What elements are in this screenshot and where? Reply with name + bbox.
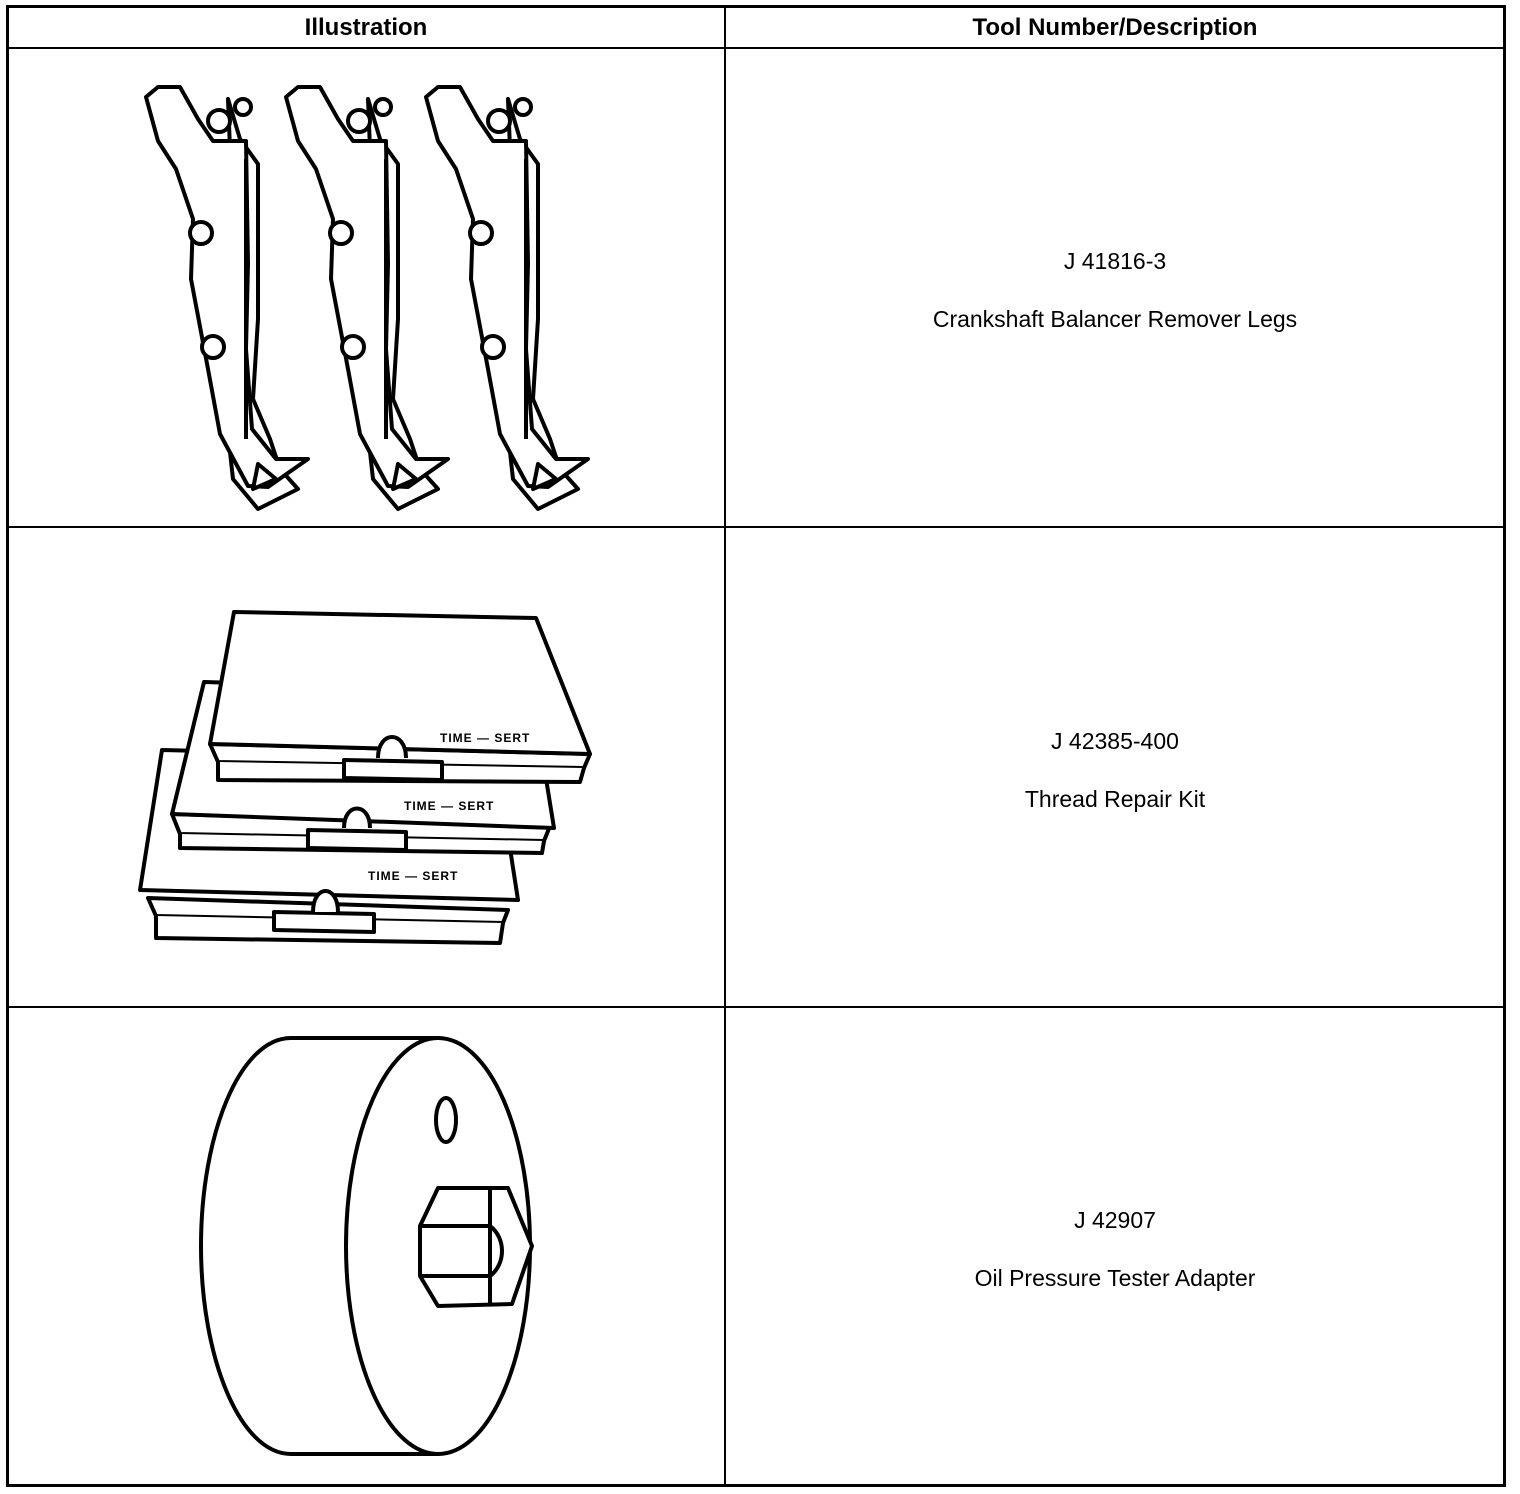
thread-repair-kit-illustration xyxy=(8,528,724,1006)
case-label: TIME — SERT xyxy=(440,731,531,745)
tool-number: J 41816-3 xyxy=(1063,248,1167,274)
tool-number: J 42385-400 xyxy=(1051,728,1179,754)
tool-number: J 42907 xyxy=(1074,1207,1156,1233)
tool-description: Thread Repair Kit xyxy=(1024,786,1206,812)
header-illustration: Illustration xyxy=(304,14,428,41)
oil-pressure-adapter-icon xyxy=(8,1008,724,1485)
tool-row-1 xyxy=(726,248,1504,333)
thread-repair-kit-icon xyxy=(8,528,724,1006)
tool-row-2 xyxy=(726,728,1504,813)
tool-row-3 xyxy=(726,1207,1504,1292)
tool-description: Oil Pressure Tester Adapter xyxy=(974,1265,1256,1291)
tool-description: Crankshaft Balancer Remover Legs xyxy=(932,306,1298,332)
oil-pressure-adapter-illustration xyxy=(8,1008,724,1485)
remover-legs-icon xyxy=(8,49,724,526)
case-label: TIME — SERT xyxy=(404,799,495,813)
case-label: TIME — SERT xyxy=(368,869,459,883)
header-tool-description: Tool Number/Description xyxy=(972,14,1258,41)
remover-legs-illustration xyxy=(8,49,724,526)
